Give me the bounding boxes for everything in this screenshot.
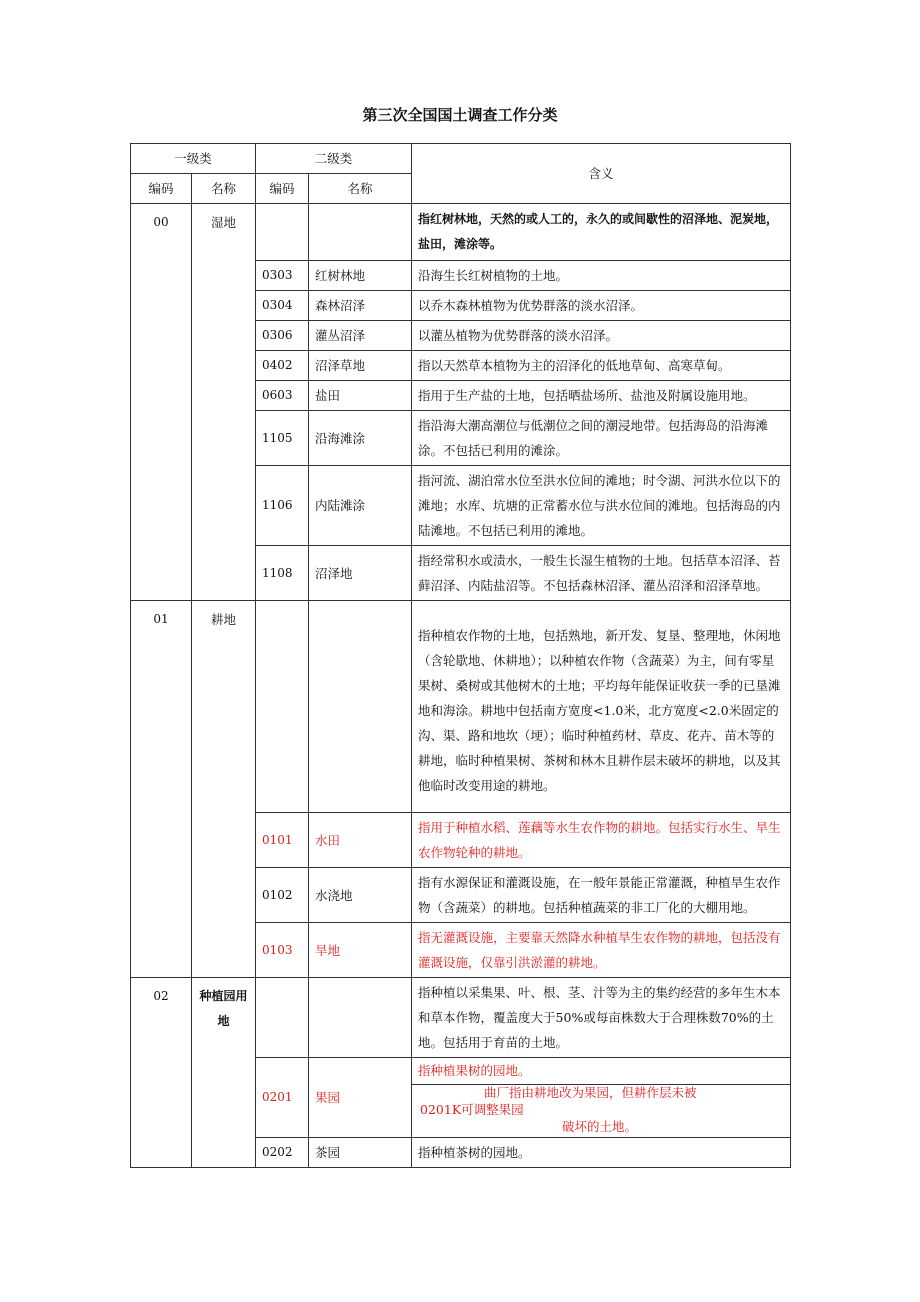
level1-name: 湿地: [192, 204, 256, 601]
level2-code: 0603: [256, 381, 309, 411]
level2-name: 沿海滩涂: [309, 411, 412, 466]
table-row: [131, 204, 791, 261]
page-title: 第三次全国国土调查工作分类: [362, 106, 558, 124]
meaning-cell: 沿海生长红树植物的土地。: [412, 261, 791, 291]
meaning-cell: 以灌丛植物为优势群落的淡水沼泽。: [412, 321, 791, 351]
meaning-cell: 指以天然草本植物为主的沼泽化的低地草甸、高寒草甸。: [412, 351, 791, 381]
level1-name: 种植园用地: [192, 978, 256, 1168]
meaning-cell: 指种植茶树的园地。: [412, 1138, 791, 1168]
level2-code: 1105: [256, 411, 309, 466]
level1-code: 01: [131, 601, 192, 978]
header-name: 名称: [192, 174, 256, 204]
level2-name: 茶园: [309, 1138, 412, 1168]
meaning-cell: 指红树林地，天然的或人工的，永久的或间歇性的沼泽地、泥炭地，盐田，滩涂等。: [412, 204, 791, 261]
meaning-cell: 指经常积水或渍水，一般生长湿生植物的土地。包括草本沼泽、苔藓沼泽、内陆盐沼等。不包括森林沼泽、灌丛沼泽和沼泽草地。: [412, 546, 791, 601]
level2-code: 1106: [256, 466, 309, 546]
header-meaning: 含义: [412, 144, 791, 204]
level2-name: 内陆滩涂: [309, 466, 412, 546]
header-row-1: [131, 144, 791, 174]
note-line: 0201K可调整果园: [420, 1102, 524, 1117]
level2-name: 水浇地: [309, 868, 412, 923]
level1-code: 02: [131, 978, 192, 1168]
note-line: 破坏的土地。: [562, 1119, 638, 1134]
meaning-cell: 指河流、湖泊常水位至洪水位间的滩地；时令湖、河洪水位以下的滩地；水库、坑塘的正常蓄水位与洪水位间的滩地。包括海岛的内陆滩地。不包括已利用的滩地。: [412, 466, 791, 546]
note-line: 曲厂指由耕地改为果园，但耕作层未被: [484, 1085, 697, 1100]
level2-code: 0202: [256, 1138, 309, 1168]
meaning-cell: 指种植农作物的土地，包括熟地，新开发、复垦、整理地，休闲地（含轮歇地、休耕地）；以种植农作物（含蔬菜）为主，间有零星果树、桑树或其他树木的土地；平均每年能保证收获一季的已垦滩地和海涂。耕地中包括南方宽度<1.0米，北方宽度<2.0米固定的沟、渠、路和地坎（埂）；临时种植药材、草皮、花卉、苗木等的耕地，临时种植果树、茶树和林木且耕作层未破坏的耕地，以及其他临时改变用途的耕地。: [412, 601, 791, 813]
header-name: 名称: [309, 174, 412, 204]
table-row: [131, 601, 791, 813]
revision-note: [412, 1085, 791, 1138]
level1-name: 耕地: [192, 601, 256, 978]
header-code: 编码: [131, 174, 192, 204]
level2-code: 0306: [256, 321, 309, 351]
level2-name: 旱地: [309, 923, 412, 978]
meaning-cell: 指用于生产盐的土地，包括晒盐场所、盐池及附属设施用地。: [412, 381, 791, 411]
meaning-cell: 指无灌溉设施，主要靠天然降水种植旱生农作物的耕地，包括没有灌溉设施，仅靠引洪淤灌的耕地。: [412, 923, 791, 978]
meaning-cell: 指种植以采集果、叶、根、茎、汁等为主的集约经营的多年生木本和草本作物，覆盖度大于50%或每亩株数大于合理株数70%的土地。包括用于育苗的土地。: [412, 978, 791, 1058]
level2-code: 0103: [256, 923, 309, 978]
meaning-cell: 以乔木森林植物为优势群落的淡水沼泽。: [412, 291, 791, 321]
level2-code: 0303: [256, 261, 309, 291]
level2-name: 灌丛沼泽: [309, 321, 412, 351]
header-code: 编码: [256, 174, 309, 204]
level2-name: 盐田: [309, 381, 412, 411]
meaning-cell: 指种植果树的园地。: [412, 1058, 791, 1085]
level2-code: 0304: [256, 291, 309, 321]
level2-name: 红树林地: [309, 261, 412, 291]
level2-code: 0102: [256, 868, 309, 923]
level1-code: 00: [131, 204, 192, 601]
meaning-cell: 指用于种植水稻、莲藕等水生农作物的耕地。包括实行水生、旱生农作物轮种的耕地。: [412, 813, 791, 868]
meaning-cell: 指沿海大潮高潮位与低潮位之间的潮浸地带。包括海岛的沿海滩涂。不包括已利用的滩涂。: [412, 411, 791, 466]
level2-name: 果园: [309, 1058, 412, 1138]
header-level1: 一级类: [131, 144, 256, 174]
table-row: [131, 978, 791, 1058]
level2-name: 沼泽地: [309, 546, 412, 601]
header-level2: 二级类: [256, 144, 412, 174]
level2-name: 沼泽草地: [309, 351, 412, 381]
level2-name: 森林沼泽: [309, 291, 412, 321]
level2-code: 0101: [256, 813, 309, 868]
level2-name: 水田: [309, 813, 412, 868]
classification-table: [130, 143, 791, 1168]
level2-code: 1108: [256, 546, 309, 601]
meaning-cell: 指有水源保证和灌溉设施，在一般年景能正常灌溉，种植旱生农作物（含蔬菜）的耕地。包括种植蔬菜的非工厂化的大棚用地。: [412, 868, 791, 923]
level2-code: 0201: [256, 1058, 309, 1138]
level2-code: 0402: [256, 351, 309, 381]
